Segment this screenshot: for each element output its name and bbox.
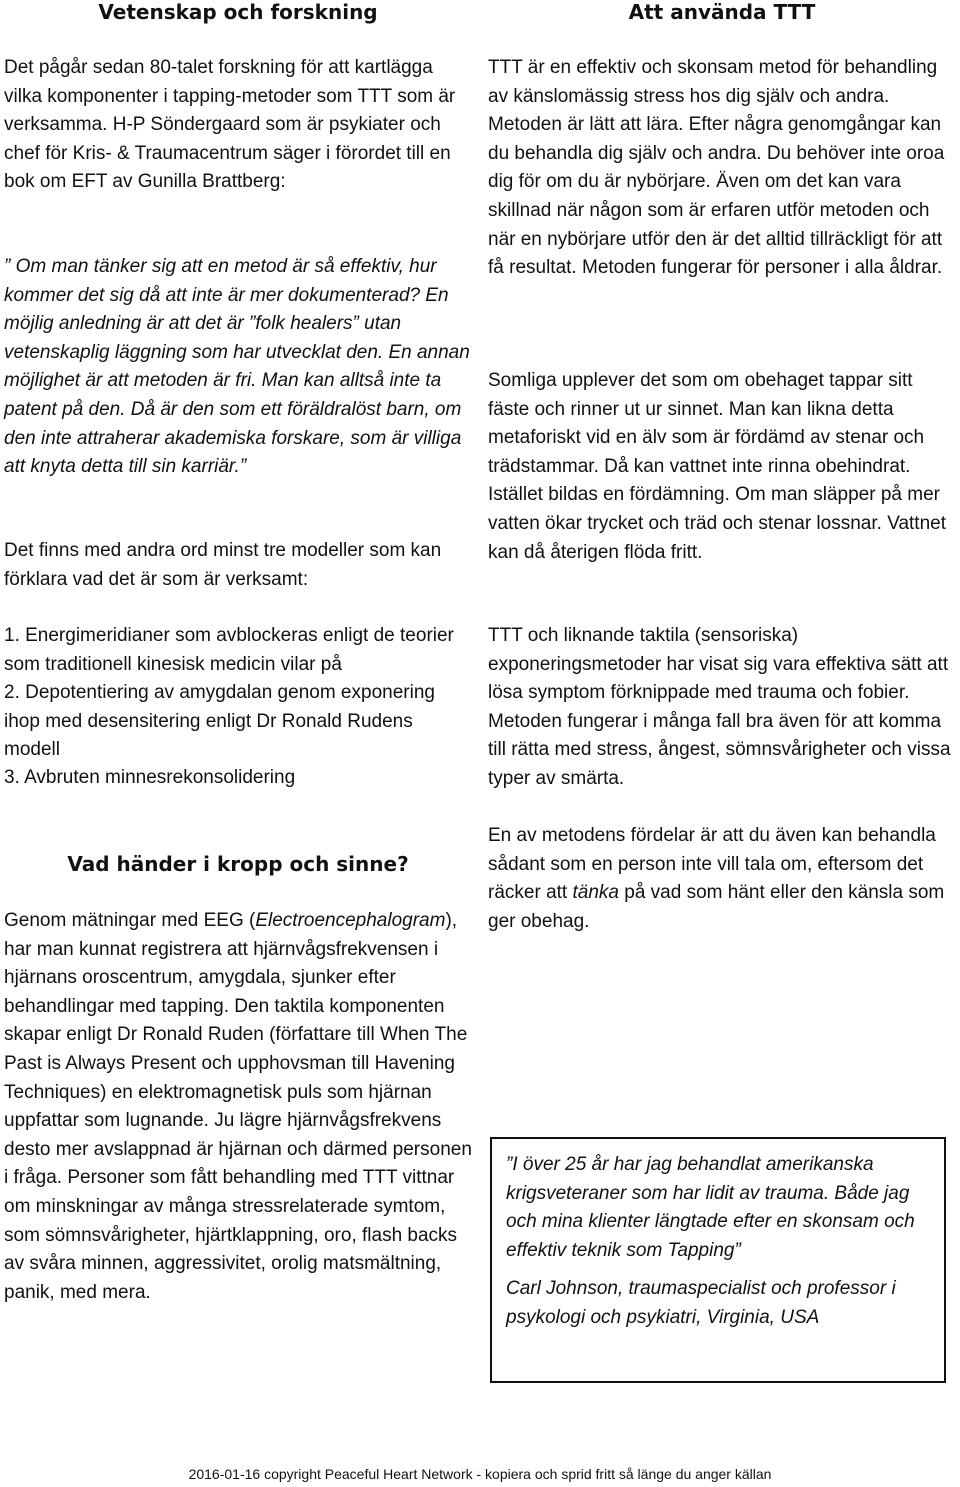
testimonial-author: Carl Johnson, traumaspecialist och professor i psykologi och psykiatri, Virginia, USA — [506, 1278, 896, 1328]
model-item-3: 3. Avbruten minnesrekonsolidering — [4, 767, 296, 788]
metaphor-paragraph: Somliga upplever det som om obehaget tappar sitt fäste och rinner ut ur sinnet. Man kan likna detta metaforiskt vid en älv som är fördämd av stenar och trädstammar. Då kan vattnet inte rinna obehindrat. Istället bildas en fördämning. Om man släpper på mer vatten ökar trycket och träd och stenar lossnar. Vattnet kan då återigen flöda fritt. — [488, 370, 946, 563]
eeg-term: Electroencephalogram — [255, 910, 446, 931]
sondergaard-quote: ” Om man tänker sig att en metod är så effektiv, hur kommer det sig då att inte är mer dokumenterad? En möjlig anledning är att det är ”folk healers” utan vetenskaplig läggning som har utvecklat den. En annan möjlighet är att metoden är fri. Man kan alltså inte ta patent på den. Då är den som ett föräldralöst barn, om den inte attraherar akademiska forskare, som är villiga att knyta detta till sin karriär.” — [4, 256, 470, 478]
eeg-paragraph — [4, 907, 472, 1307]
model-item-2: 2. Depotentiering av amygdalan genom exponering ihop med desensitering enligt Dr Ronald Rudens modell — [4, 682, 435, 761]
eeg-text-a: Genom mätningar med EEG ( — [4, 910, 256, 931]
heading-research: Vetenskap och forskning — [98, 0, 378, 24]
testimonial-box — [490, 1137, 946, 1383]
heading-body-mind: Vad händer i kropp och sinne? — [67, 852, 409, 876]
model-item-1: 1. Energimeridianer som avblockeras enligt de teorier som traditionell kinesisk medicin vilar på — [4, 625, 454, 675]
advantage-text-b: på vad som hänt eller den känsla som ger obehag. — [488, 882, 945, 932]
advantage-em: tänka — [572, 882, 619, 904]
advantage-text-a: En av metodens fördelar är att du även kan behandla sådant som en person inte vill tala om, eftersom det räcker att — [488, 825, 936, 904]
eeg-text-b: ), har man kunnat registrera att hjärnvågsfrekvensen i hjärnans oroscentrum, amygdala, sjunker efter behandlingar med tapping. Den taktila komponenten skapar enligt Dr Ronald Ruden (författare till When The Past is Always Present och upphovsman till Havening Techniques) en elektromagnetisk puls som hjärnan uppfattar som lugnande. Ju lägre hjärnvågsfrekvens desto mer avslappnad är hjärnan och därmed personen i fråga. Personer som fått behandling med TTT vittnar om minskningar av många stressrelaterade symtom, som sömnsvårigheter, hjärtklappning, oro, flash backs av svåra minnen, aggressivitet, orolig matsmältning, panik, med mera. — [4, 910, 472, 1303]
footer-copyright: 2016-01-16 copyright Peaceful Heart Network - kopiera och sprid fritt så länge du anger källan — [188, 1466, 772, 1482]
models-intro: Det finns med andra ord minst tre modeller som kan förklara vad det är som är verksamt: — [4, 540, 442, 590]
ttt-intro-paragraph: TTT är en effektiv och skonsam metod för behandling av känslomässig stress hos dig själv och andra. Metoden är lätt att lära. Efter några genomgångar kan du behandla dig själv och andra. Du behöver inte oroa dig för om du är nybörjare. Även om det kan vara skillnad när någon som är erfaren utför metoden och när en nybörjare utför den är det alltid tillräckligt för att få resultat. Metoden fungerar för personer i alla åldrar. — [488, 57, 945, 279]
heading-using-ttt: Att använda TTT — [628, 0, 816, 24]
advantage-paragraph — [488, 822, 956, 936]
testimonial-quote: ”I över 25 år har jag behandlat amerikanska krigsveteraner som har lidit av trauma. Både jag och mina klienter längtade efter en skonsam och effektiv teknik som Tapping” — [506, 1154, 915, 1261]
effects-paragraph: TTT och liknande taktila (sensoriska) exponeringsmetoder har visat sig vara effektiva sätt att lösa symptom förknippade med trauma och fobier. Metoden fungerar i många fall bra även för att komma till rätta med stress, ångest, sömnsvårigheter och vissa typer av smärta. — [488, 625, 951, 789]
intro-paragraph: Det pågår sedan 80-talet forskning för att kartlägga vilka komponenter i tapping-metoder som TTT som är verksamma. H-P Söndergaard som är psykiater och chef för Kris- & Traumacentrum säger i förordet till en bok om EFT av Gunilla Brattberg: — [4, 57, 456, 193]
